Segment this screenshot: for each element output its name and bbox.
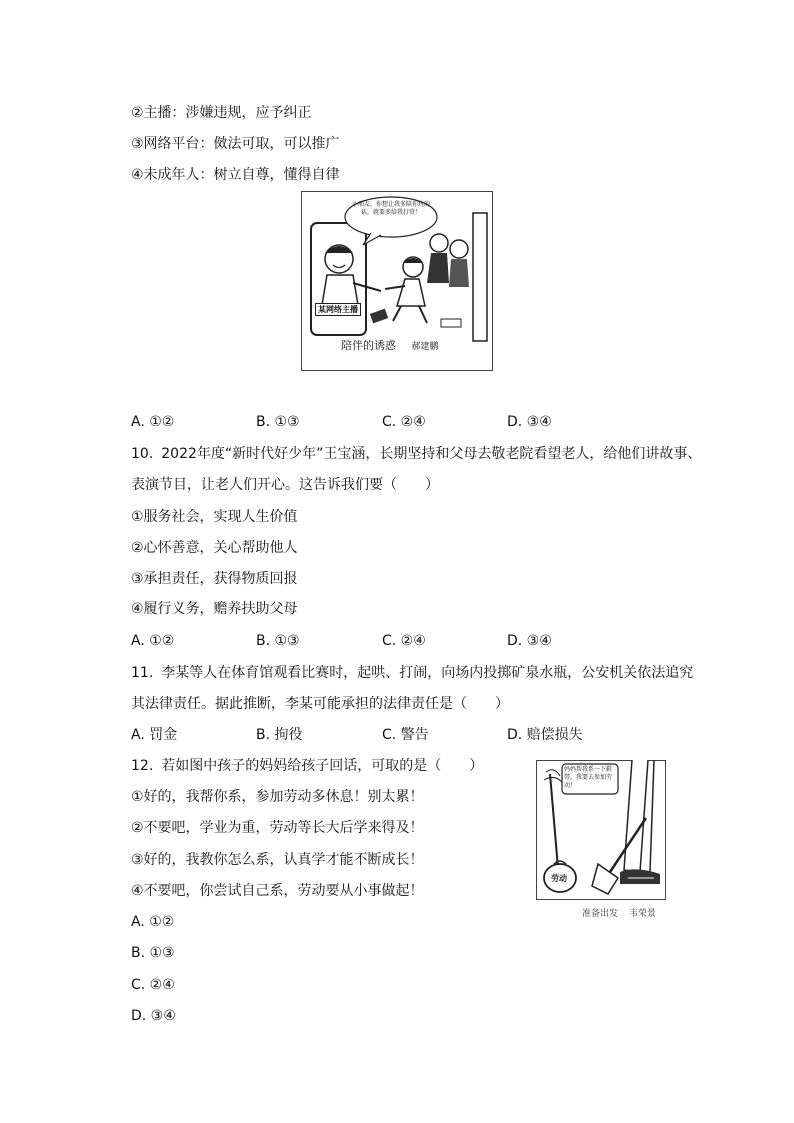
q10-option-b: B. ①③ <box>256 633 300 649</box>
q12-number: 12. <box>131 758 154 774</box>
q10-item-1: ①服务社会，实现人生价值 <box>131 509 298 525</box>
q12-cartoon <box>536 760 666 900</box>
q11-option-b: B. 拘役 <box>256 727 303 743</box>
q9-item-3: ③网络平台：傚法可取，可以推广 <box>131 136 340 152</box>
q11-stem-1: 李某等人在体育馆观看比赛时，起哄、打闹，向场内投掷矿泉水瓶，公安机关依法追究 <box>161 665 694 681</box>
q12-option-d: D. ③④ <box>131 1008 176 1024</box>
q9-item-2: ②主播：涉嫌违规，应予纠正 <box>131 105 312 121</box>
q9-cartoon-caption: 陪伴的诱惑 <box>341 339 396 352</box>
q12-option-a: A. ①② <box>131 914 175 930</box>
q10-option-c: C. ②④ <box>382 633 426 649</box>
q12-stem-line <box>131 757 483 775</box>
q10-stem-2: 表演节目，让老人们开心。这告诉我们要（ ） <box>131 477 439 493</box>
q10-item-2: ②心怀善意，关心帮助他人 <box>131 540 298 556</box>
q12-option-c: C. ②④ <box>131 977 175 993</box>
q11-stem-line1 <box>131 664 693 682</box>
q12-item-3: ③好的，我教你怎么系，认真学才能不断成长！ <box>131 852 424 868</box>
q9-cartoon-speech: 小朋友，你想让我多陪你玩的话，就要多给我打赏！ <box>351 201 430 216</box>
q9-cartoon-sign: 某网络主播 <box>315 303 361 316</box>
q9-option-b: B. ①③ <box>256 414 300 430</box>
q12-item-4: ④不要吧，你尝试自己系，劳动要从小事做起！ <box>131 883 424 899</box>
q11-option-c: C. 警告 <box>382 727 429 743</box>
q9-option-d: D. ③④ <box>507 414 552 430</box>
q10-item-4: ④履行义务，赡养扶助父母 <box>131 601 298 617</box>
q11-option-a: A. 罚金 <box>131 727 178 743</box>
q12-cartoon-speech: 妈妈帮我系一下鞋带，我要去参加劳动！ <box>564 766 613 789</box>
q12-item-2: ②不要吧，学业为重，劳动等长大后学来得及！ <box>131 820 424 836</box>
q9-cartoon-author: 郝建鹏 <box>411 342 439 352</box>
q12-cartoon-bag-label: 劳动 <box>551 874 567 883</box>
q10-option-a: A. ①② <box>131 633 175 649</box>
q11-option-d: D. 赔偿损失 <box>507 727 583 743</box>
q9-option-a: A. ①② <box>131 414 175 430</box>
q10-option-d: D. ③④ <box>507 633 552 649</box>
q10-stem-line1 <box>131 445 701 463</box>
q12-cartoon-caption-wrap <box>582 906 656 919</box>
q10-stem-1: 2022年度“新时代好少年”王宝涵，长期坚持和父母去敬老院看望老人，给他们讲故事、 <box>161 446 702 462</box>
q12-stem: 若如图中孩子的妈妈给孩子回话，可取的是（ ） <box>161 758 484 774</box>
q11-stem-2: 其法律责任。据此推断，李某可能承担的法律责任是（ ） <box>131 696 509 712</box>
q12-option-b: B. ①③ <box>131 945 175 961</box>
q12-item-1: ①好的，我帮你系，参加劳动多休息！别太累！ <box>131 789 424 805</box>
q12-cartoon-author: 韦荣景 <box>628 909 656 919</box>
q9-item-4: ④未成年人：树立自尊，懂得自律 <box>131 167 340 183</box>
q9-option-c: C. ②④ <box>382 414 426 430</box>
q9-cartoon <box>301 191 493 371</box>
q12-cartoon-caption: 准备出发 <box>582 909 619 919</box>
q10-number: 10. <box>131 446 154 462</box>
q10-item-3: ③承担责任，获得物质回报 <box>131 571 298 587</box>
q9-cartoon-caption-wrap <box>341 337 439 353</box>
q11-number: 11. <box>131 665 154 681</box>
